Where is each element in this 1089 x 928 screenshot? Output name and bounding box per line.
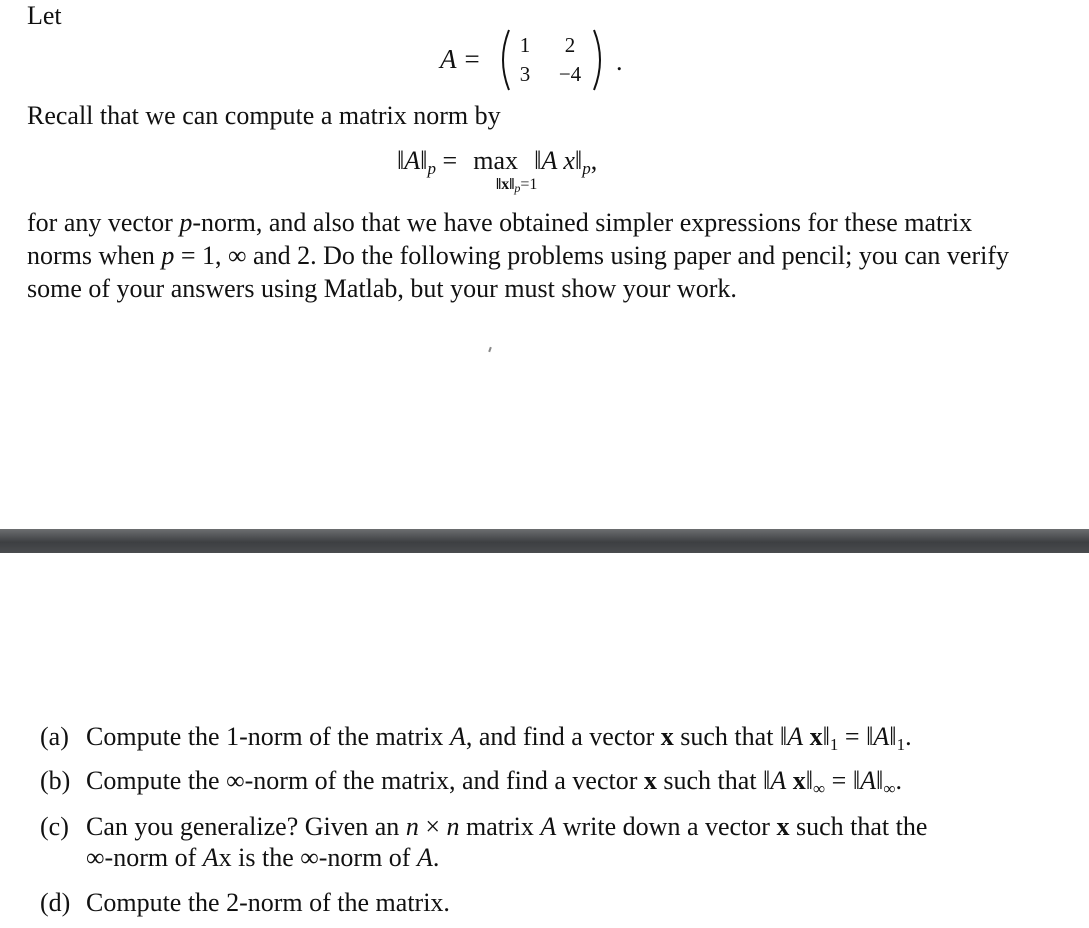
problem-a-text1: Compute the 1-norm of the matrix	[86, 722, 450, 751]
recall-sentence: Recall that we can compute a matrix norm by	[27, 101, 501, 130]
formula-lhs-sub: p	[427, 159, 436, 178]
problem-c-label: (c)	[40, 812, 69, 841]
right-paren	[592, 29, 606, 91]
problem-c-end: .	[432, 843, 440, 872]
constraint-eq: =1	[520, 176, 538, 193]
intro-paragraph	[27, 206, 1037, 305]
matrix-label: A =	[440, 44, 481, 74]
problem-c-text2: matrix	[459, 812, 541, 841]
problem-b	[40, 764, 902, 797]
problem-b-label: (b)	[40, 766, 71, 795]
stray-mark	[488, 347, 492, 352]
problem-d-label: (d)	[40, 888, 71, 917]
formula-comma: ,	[590, 146, 598, 175]
problem-c-line2-1: ∞-norm of	[86, 843, 203, 872]
problem-a-A: A	[449, 722, 466, 751]
formula-lhs: ‖A‖	[397, 146, 428, 175]
formula-rhs: ‖A x‖	[527, 146, 583, 175]
para-p2: p	[161, 241, 175, 270]
problem-d	[40, 886, 450, 919]
problem-c-n1: n	[405, 812, 419, 841]
problem-b-x: x	[643, 766, 657, 795]
problem-c-x: x	[776, 812, 790, 841]
matrix-cell-1-2: 2	[564, 33, 576, 57]
problem-b-end: .	[895, 766, 902, 795]
para-part2: -norm, and also that we have obtained simpler expressions for these matrix norms when	[27, 208, 973, 270]
problem-b-x2: x	[786, 766, 806, 795]
problem-a-label: (a)	[40, 722, 69, 751]
problem-a-end: .	[905, 722, 912, 751]
norm-formula	[397, 146, 597, 176]
formula-eq: =	[435, 146, 464, 175]
matrix-cell-2-1: 3	[519, 62, 531, 86]
problem-d-text: Compute the 2-norm of the matrix.	[86, 888, 450, 917]
problem-c-text4: such that the	[789, 812, 928, 841]
problem-b-norm-end: ‖	[805, 766, 814, 795]
problem-b-A: A	[770, 766, 787, 795]
para-p: p	[179, 208, 193, 237]
problem-a-sub1: 1	[829, 735, 839, 754]
problem-c-text3: write down a vector	[556, 812, 777, 841]
problem-c	[40, 810, 927, 843]
problem-a-x2: x	[803, 722, 823, 751]
problem-c-line2-2: is the ∞-norm of	[231, 843, 417, 872]
problem-b-text1: Compute the ∞-norm of the matrix, and find a vector	[86, 766, 644, 795]
problem-a-eq: = ‖	[838, 722, 874, 751]
problem-a-sub2: 1	[896, 735, 906, 754]
formula-rhs-sub: p	[582, 159, 591, 178]
let-word: Let	[27, 1, 62, 30]
problem-a-x: x	[660, 722, 674, 751]
para-part1: for any vector	[27, 208, 180, 237]
problem-a-text3: such that ‖	[673, 722, 788, 751]
problem-a-text2: , and find a vector	[465, 722, 661, 751]
constraint-sub: p	[514, 181, 521, 195]
para-part3: = 1, ∞ and 2. Do the following problems using paper and pencil; you can verify some of your answers using Matlab, but your must show your work.	[27, 241, 1010, 303]
problem-b-eq: = ‖	[825, 766, 861, 795]
matrix-cell-2-2: −4	[558, 62, 582, 86]
problem-c-Ax: A	[202, 843, 219, 872]
problem-c-A: A	[540, 812, 557, 841]
constraint-norm: ‖x‖	[496, 176, 515, 193]
matrix-cell-1-1: 1	[519, 33, 531, 57]
problem-c-line2	[86, 843, 439, 873]
problem-a-norm-end2: ‖	[889, 722, 897, 751]
problem-b-sub2: ∞	[883, 779, 896, 798]
problem-b-text2: such that ‖	[656, 766, 771, 795]
formula-constraint	[496, 176, 537, 196]
problem-b-norm-end2: ‖	[876, 766, 884, 795]
matrix-period: .	[616, 47, 623, 76]
section-divider-bar	[0, 529, 1089, 553]
problem-c-A2: A	[416, 843, 433, 872]
problem-c-text1: Can you generalize? Given an	[86, 812, 406, 841]
problem-c-n2: n	[446, 812, 460, 841]
problem-c-times: ×	[418, 812, 447, 841]
problem-a-A3: A	[873, 722, 890, 751]
problem-b-sub1: ∞	[813, 779, 826, 798]
problem-c-x2: x	[218, 843, 232, 872]
problem-a	[40, 720, 912, 753]
problem-a-norm-end: ‖	[822, 722, 830, 751]
problem-b-A2: A	[860, 766, 877, 795]
formula-max: max	[473, 146, 519, 175]
problem-a-A2: A	[787, 722, 804, 751]
